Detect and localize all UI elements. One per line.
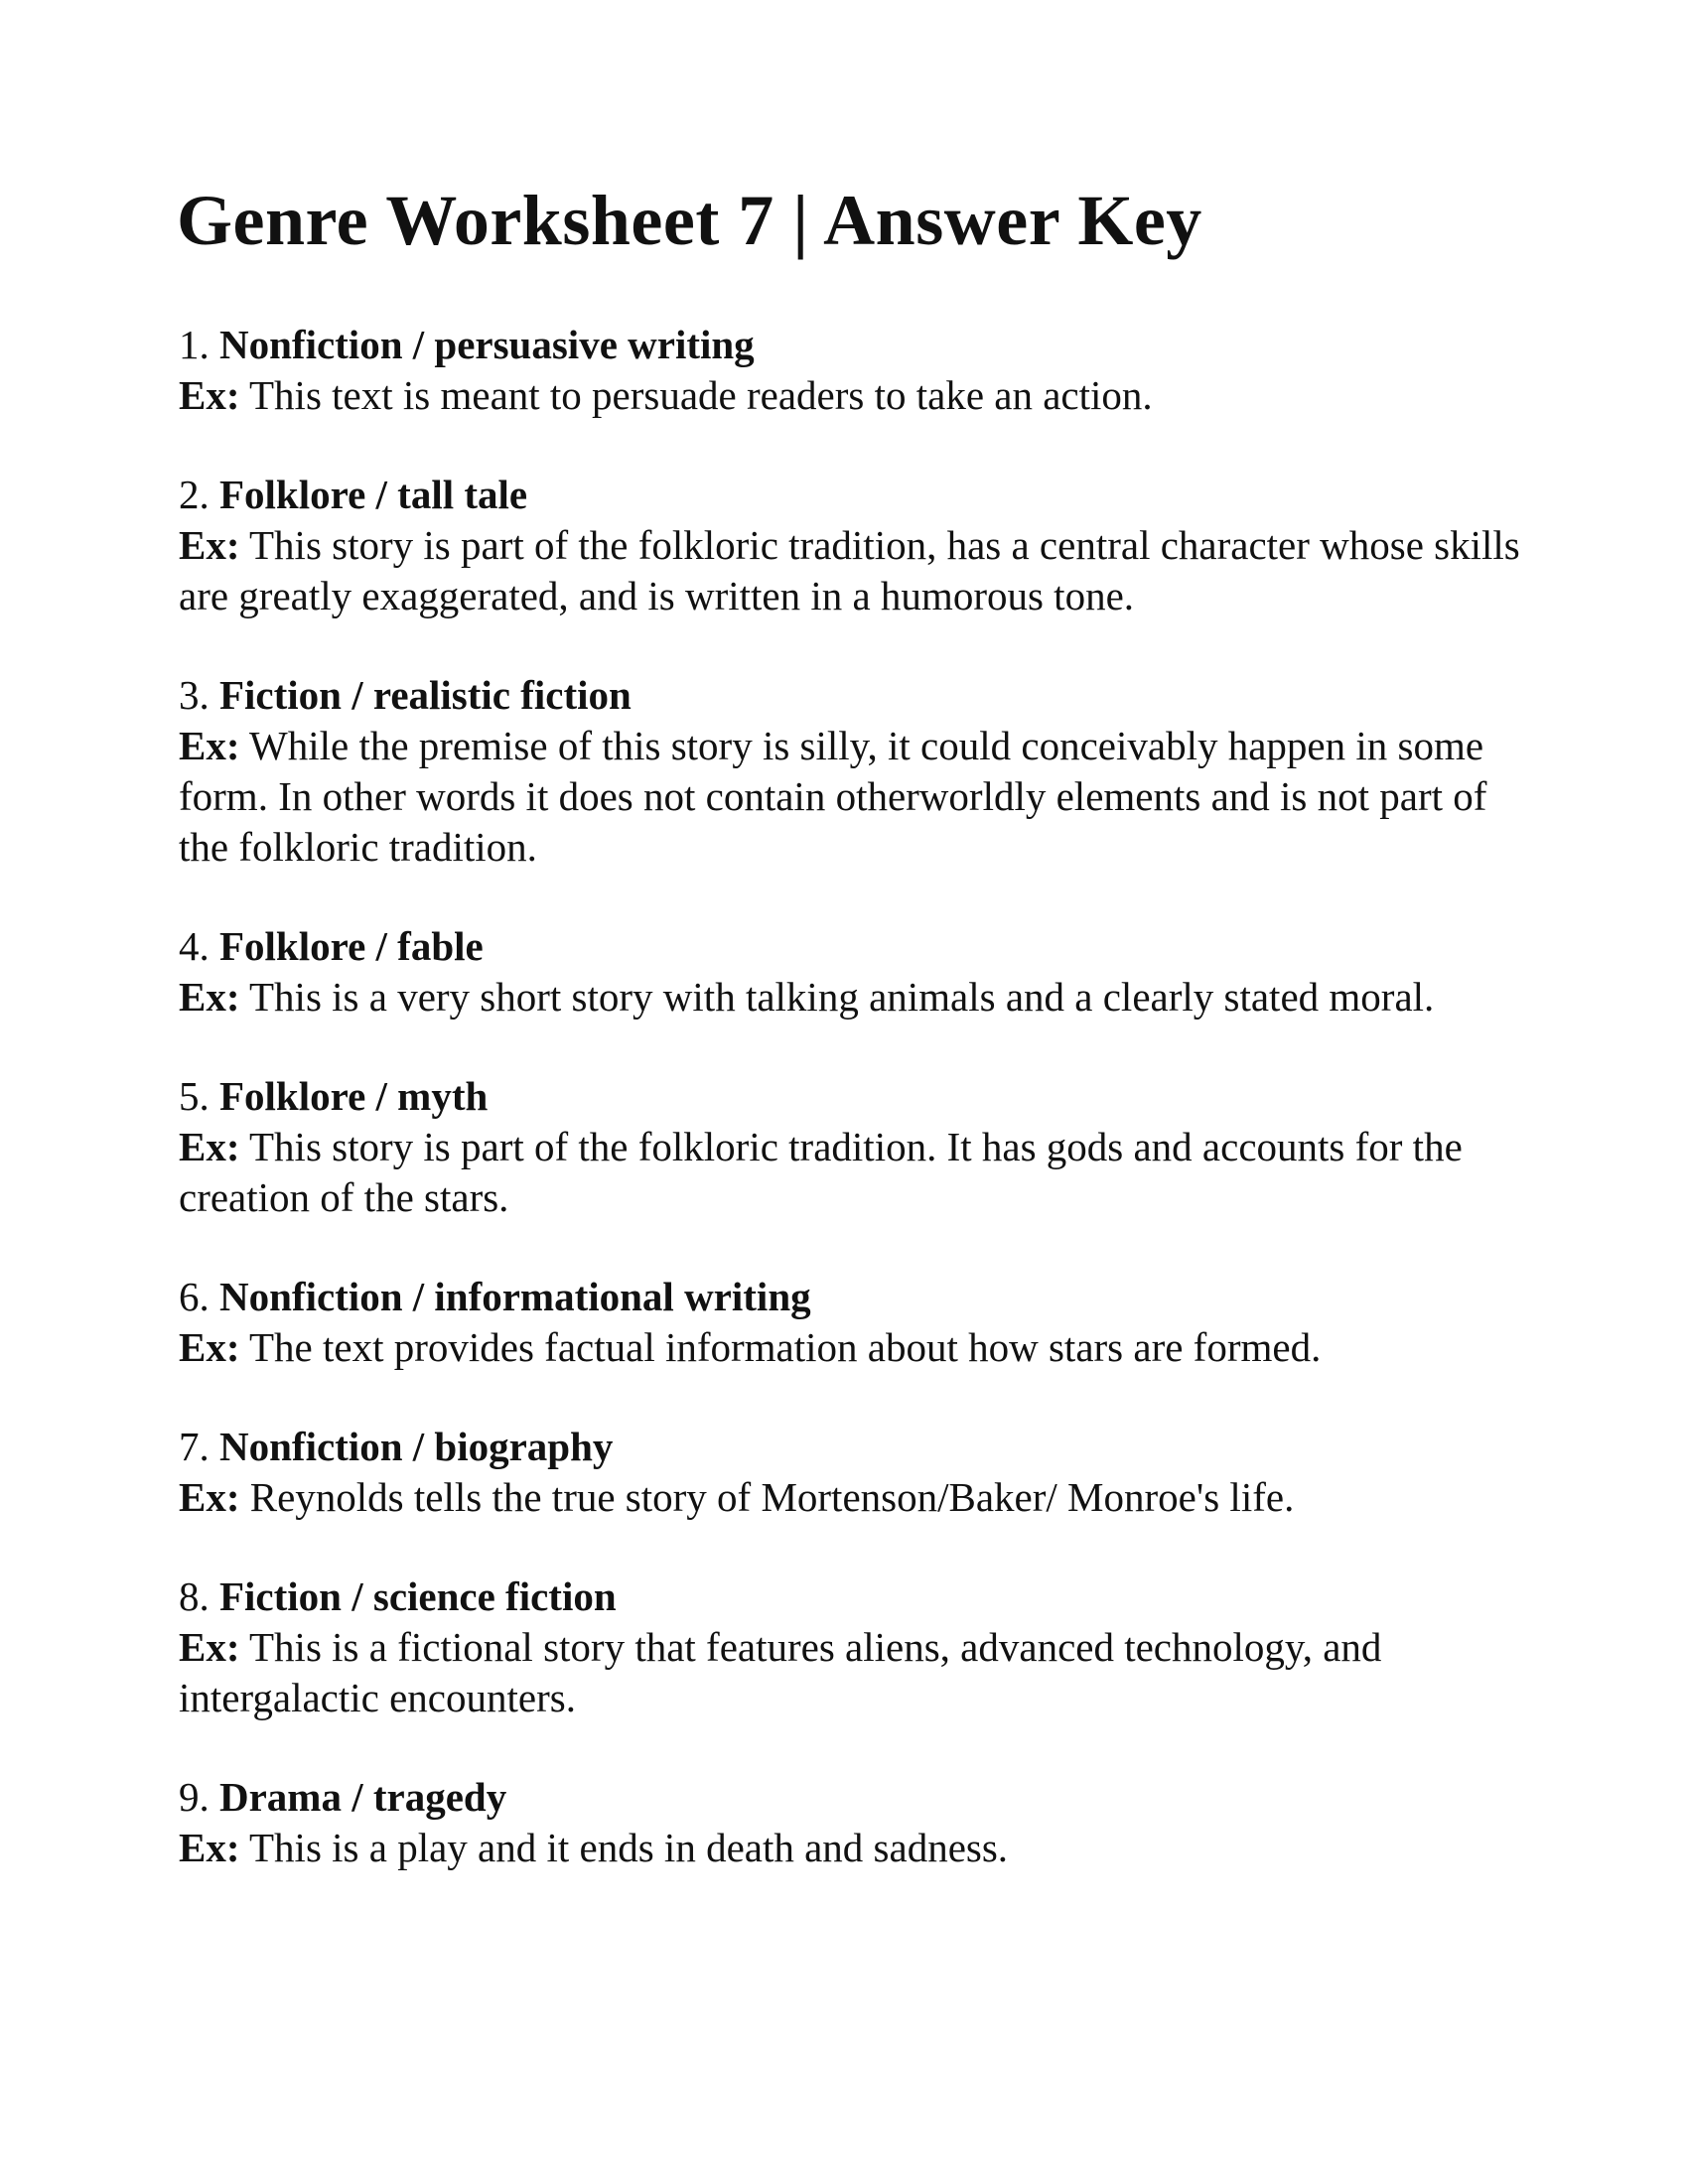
ex-label: Ex: [179, 723, 240, 768]
page-title: Genre Worksheet 7 | Answer Key [177, 181, 1202, 260]
answer-item [179, 1772, 1529, 1873]
answer-item [179, 1571, 1529, 1723]
ex-label: Ex: [179, 522, 240, 568]
answer-item [179, 320, 1529, 421]
answer-number: 3. [179, 672, 210, 718]
explanation-text: Reynolds tells the true story of Mortenson/Baker/ Monroe's life. [249, 1474, 1295, 1520]
answer-explanation [179, 1322, 1529, 1373]
ex-label: Ex: [179, 1474, 240, 1520]
answer-explanation [179, 1622, 1529, 1723]
ex-label: Ex: [179, 974, 240, 1020]
answer-number: 4. [179, 923, 210, 969]
ex-label: Ex: [179, 1624, 240, 1670]
answer-item [179, 470, 1529, 621]
answer-explanation [179, 1122, 1529, 1223]
explanation-text: This is a play and it ends in death and sadness. [249, 1825, 1009, 1870]
answer-number: 7. [179, 1424, 210, 1469]
ex-label: Ex: [179, 372, 240, 418]
answer-list [179, 320, 1529, 1922]
answer-number: 9. [179, 1774, 210, 1820]
answer-explanation [179, 520, 1529, 621]
answer-item [179, 1422, 1529, 1523]
answer-explanation [179, 1823, 1529, 1873]
answer-genre: Nonfiction / biography [219, 1424, 614, 1469]
answer-genre: Fiction / science fiction [219, 1573, 617, 1619]
explanation-text: This story is part of the folkloric tradition, has a central character whose skills are greatly exaggerated, and is written in a humorous tone. [179, 522, 1520, 618]
answer-genre: Folklore / tall tale [219, 472, 528, 517]
ex-label: Ex: [179, 1124, 240, 1169]
answer-item [179, 921, 1529, 1023]
answer-explanation [179, 1472, 1529, 1523]
answer-genre: Folklore / fable [219, 923, 484, 969]
explanation-text: This is a fictional story that features aliens, advanced technology, and intergalactic encounters. [179, 1624, 1382, 1720]
explanation-text: The text provides factual information about how stars are formed. [249, 1324, 1322, 1370]
explanation-text: This text is meant to persuade readers to take an action. [249, 372, 1153, 418]
ex-label: Ex: [179, 1324, 240, 1370]
answer-explanation [179, 721, 1529, 873]
answer-item [179, 1071, 1529, 1223]
explanation-text: While the premise of this story is silly, it could conceivably happen in some form. In other words it does not contain otherworldly elements and is not part of the folkloric tradition. [179, 723, 1487, 870]
answer-number: 8. [179, 1573, 210, 1619]
answer-genre: Nonfiction / informational writing [219, 1274, 811, 1319]
answer-number: 1. [179, 322, 210, 367]
answer-genre: Folklore / myth [219, 1073, 489, 1119]
answer-item [179, 670, 1529, 873]
answer-number: 6. [179, 1274, 210, 1319]
answer-genre: Fiction / realistic fiction [219, 672, 632, 718]
answer-item [179, 1272, 1529, 1373]
answer-explanation [179, 370, 1529, 421]
explanation-text: This is a very short story with talking animals and a clearly stated moral. [249, 974, 1435, 1020]
answer-number: 2. [179, 472, 210, 517]
answer-number: 5. [179, 1073, 210, 1119]
ex-label: Ex: [179, 1825, 240, 1870]
answer-genre: Nonfiction / persuasive writing [219, 322, 755, 367]
answer-explanation [179, 972, 1529, 1023]
explanation-text: This story is part of the folkloric tradition. It has gods and accounts for the creation of the stars. [179, 1124, 1463, 1220]
answer-genre: Drama / tragedy [219, 1774, 507, 1820]
